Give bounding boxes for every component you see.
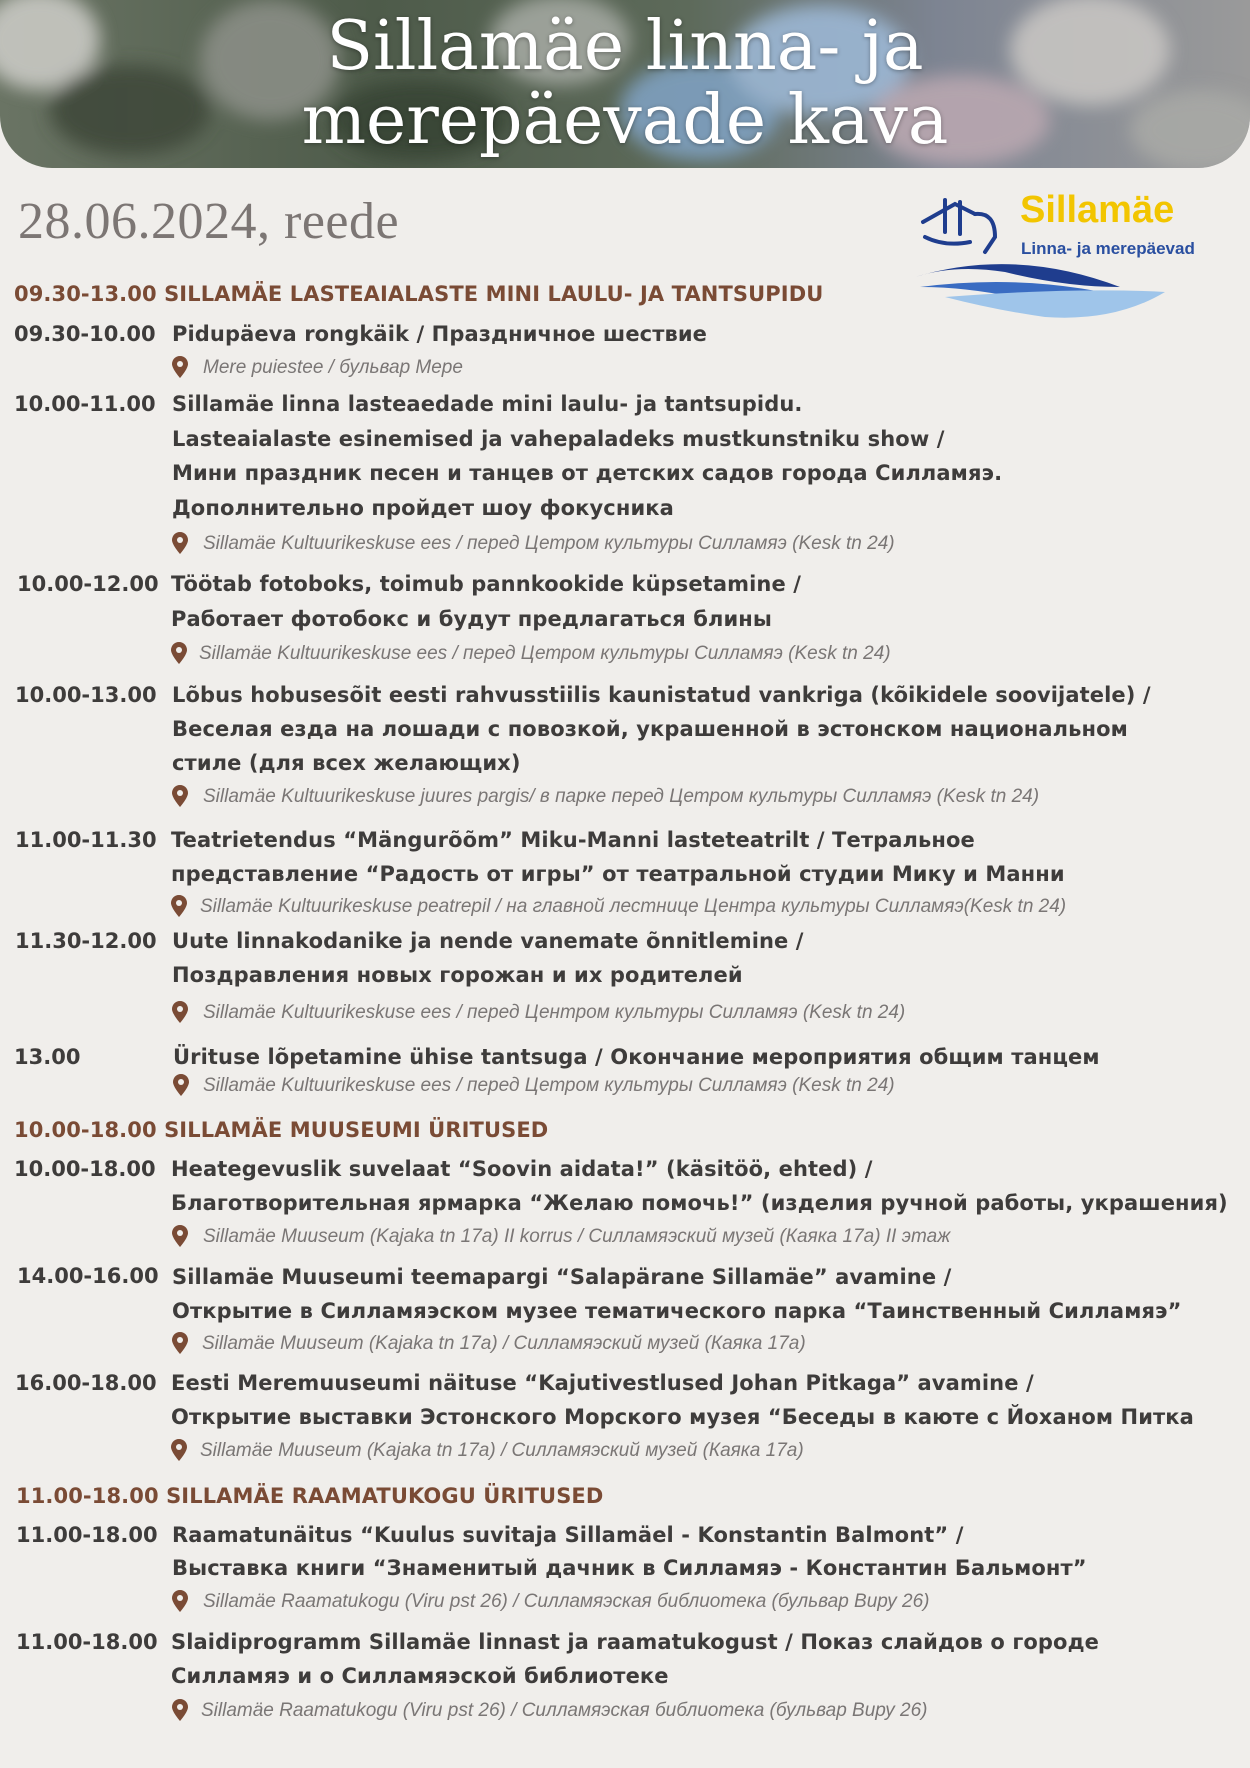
event-location: Sillamäe Raamatukogu (Viru pst 26) / Силламяэская библиотека (бульвар Виру 26): [203, 1591, 930, 1612]
event-title: Sillamäe linna lasteaedade mini laulu- ja tantsupidu.: [172, 392, 803, 416]
event-title: Raamatunäitus “Kuulus suvitaja Sillamäel - Konstantin Balmont” /: [172, 1523, 964, 1547]
event-title: Выставка книги “Знаменитый дачник в Силламяэ - Константин Бальмонт”: [172, 1556, 1087, 1580]
date-heading: 28.06.2024, reede: [18, 193, 400, 250]
event-title: Uute linnakodanike ja nende vanemate õnnitlemine /: [172, 929, 804, 953]
event-title: Eesti Meremuuseumi näituse “Kajutivestlused Johan Pitkaga” avamine /: [171, 1371, 1034, 1395]
location-pin-icon: [171, 1590, 189, 1612]
event-title: Работает фотобокс и будут предлагаться блины: [171, 607, 772, 631]
event-title: Поздравления новых горожан и их родителей: [172, 963, 743, 987]
event-title: Благотворительная ярмарка “Желаю помочь!” (изделия ручной работы, украшения): [171, 1191, 1228, 1215]
section-heading-raamatukogu: 11.00-18.00 SILLAMÄE RAAMATUKOGU ÜRITUSED: [16, 1484, 604, 1508]
event-location: Sillamäe Muuseum (Kajaka tn 17a) / Силламяэский музей (Каяка 17a): [200, 1440, 804, 1461]
event-title: Ürituse lõpetamine ühise tantsuga / Окончание мероприятия общим танцем: [173, 1045, 1100, 1069]
event-location: Sillamäe Kultuurikeskuse juures pargis/ в парке перед Цетром культуры Силламяэ (Kesk tn 24): [203, 786, 1040, 807]
event-title: Pidupäeva rongkäik / Праздничное шествие: [172, 322, 708, 346]
page-title-line-1: Sillamäe linna- ja: [326, 7, 924, 86]
sillamae-logo: [915, 192, 1235, 352]
event-time: 11.00-18.00: [16, 1630, 158, 1654]
event-title: Teatrietendus “Mängurõõm” Miku-Manni lasteteatrilt / Тетральное: [171, 828, 975, 852]
event-time: 11.30-12.00: [15, 929, 157, 953]
event-location: Sillamäe Kultuurikeskuse ees / перед Центром культуры Силламяэ (Kesk tn 24): [203, 1002, 906, 1023]
location-pin-icon: [171, 1332, 189, 1354]
location-pin-icon: [171, 785, 189, 807]
event-time: 10.00-12.00: [17, 572, 159, 596]
event-title: Открытие выставки Эстонского Морского музея “Беседы в каюте с Йоханом Питка: [171, 1405, 1194, 1429]
event-time: 14.00-16.00: [17, 1264, 159, 1288]
event-location: Sillamäe Muuseum (Kajaka tn 17a) / Силламяэский музей (Каяка 17a): [202, 1333, 806, 1354]
event-time: 16.00-18.00: [15, 1371, 157, 1395]
event-title: Sillamäe Muuseumi teemapargi “Salapärane Sillamäe” avamine /: [172, 1265, 952, 1289]
location-pin-icon: [171, 1225, 189, 1247]
location-pin-icon: [171, 532, 189, 554]
event-title: Веселая езда на лошади с повозкой, украшенной в эстонском национальном: [172, 717, 1128, 741]
header-banner: [0, 0, 1250, 168]
location-pin-icon: [171, 356, 189, 378]
event-time: 10.00-18.00: [14, 1157, 156, 1181]
event-title: стиле (для всех желающих): [172, 751, 521, 775]
section-heading-muuseum: 10.00-18.00 SILLAMÄE MUUSEUMI ÜRITUSED: [14, 1118, 549, 1142]
event-title: Lõbus hobusesõit eesti rahvusstiilis kaunistatud vankriga (kõikidele soovijatele) /: [172, 683, 1151, 707]
logo-subtitle: Linna- ja merepäevad: [1021, 239, 1195, 258]
section-heading-lasteaed: 09.30-13.00 SILLAMÄE LASTEAIALASTE MINI LAULU- JA TANTSUPIDU: [14, 282, 824, 306]
logo-name: Sillamäe: [1020, 192, 1175, 231]
event-title: Töötab fotoboks, toimub pannkookide küpsetamine /: [171, 572, 802, 596]
event-title: представление “Радость от игры” от театральной студии Мику и Манни: [171, 862, 1065, 886]
location-pin-icon: [170, 895, 188, 917]
event-location: Mere puiestee / бульвар Мере: [203, 357, 463, 378]
location-pin-icon: [171, 1699, 189, 1721]
event-location: Sillamäe Kultuurikeskuse ees / перед Цетром культуры Силламяэ (Kesk tn 24): [199, 643, 891, 664]
event-location: Sillamäe Kultuurikeskuse ees / перед Цетром культуры Силламяэ (Kesk tn 24): [203, 1075, 895, 1096]
event-location: Sillamäe Raamatukogu (Viru pst 26) / Силламяэская библиотека (бульвар Виру 26): [201, 1700, 928, 1721]
ship-icon: [923, 200, 995, 252]
event-title: Дополнительно пройдет шоу фокусника: [172, 496, 674, 520]
event-title: Открытие в Силламяэском музее тематического парка “Таинственный Силламяэ”: [172, 1299, 1182, 1323]
event-location: Sillamäe Kultuurikeskuse peatrepil / на главной лестнице Центра культуры Силламяэ(Kesk tn 24): [200, 896, 1067, 917]
event-title: Мини праздник песен и танцев от детских садов города Силламяэ.: [172, 461, 1003, 485]
event-title: Силламяэ и о Силламяэской библиотеке: [171, 1664, 669, 1688]
event-title: Slaidiprogramm Sillamäe linnast ja raamatukogust / Показ слайдов о городе: [171, 1630, 1099, 1654]
event-time: 11.00-11.30: [15, 828, 157, 852]
event-time: 13.00: [14, 1045, 81, 1069]
location-pin-icon: [172, 1074, 190, 1096]
location-pin-icon: [171, 1001, 189, 1023]
page-title-line-2: merepäevade kava: [301, 81, 949, 160]
event-title: Heategevuslik suvelaat “Soovin aidata!” (käsitöö, ehted) /: [171, 1157, 873, 1181]
event-location: Sillamäe Muuseum (Kajaka tn 17a) II korrus / Силламяэский музей (Каяка 17a) II этаж: [203, 1226, 951, 1247]
event-time: 09.30-10.00: [14, 322, 156, 346]
location-pin-icon: [170, 642, 188, 664]
event-location: Sillamäe Kultuurikeskuse ees / перед Цетром культуры Силламяэ (Kesk tn 24): [203, 533, 895, 554]
event-time: 10.00-13.00: [15, 683, 157, 707]
event-time: 11.00-18.00: [16, 1523, 158, 1547]
event-time: 10.00-11.00: [14, 392, 156, 416]
location-pin-icon: [170, 1439, 188, 1461]
logo-wave-light: [945, 290, 1165, 317]
event-title: Lasteaialaste esinemised ja vahepaladeks mustkunstniku show /: [172, 427, 945, 451]
page-title: [0, 7, 1250, 160]
